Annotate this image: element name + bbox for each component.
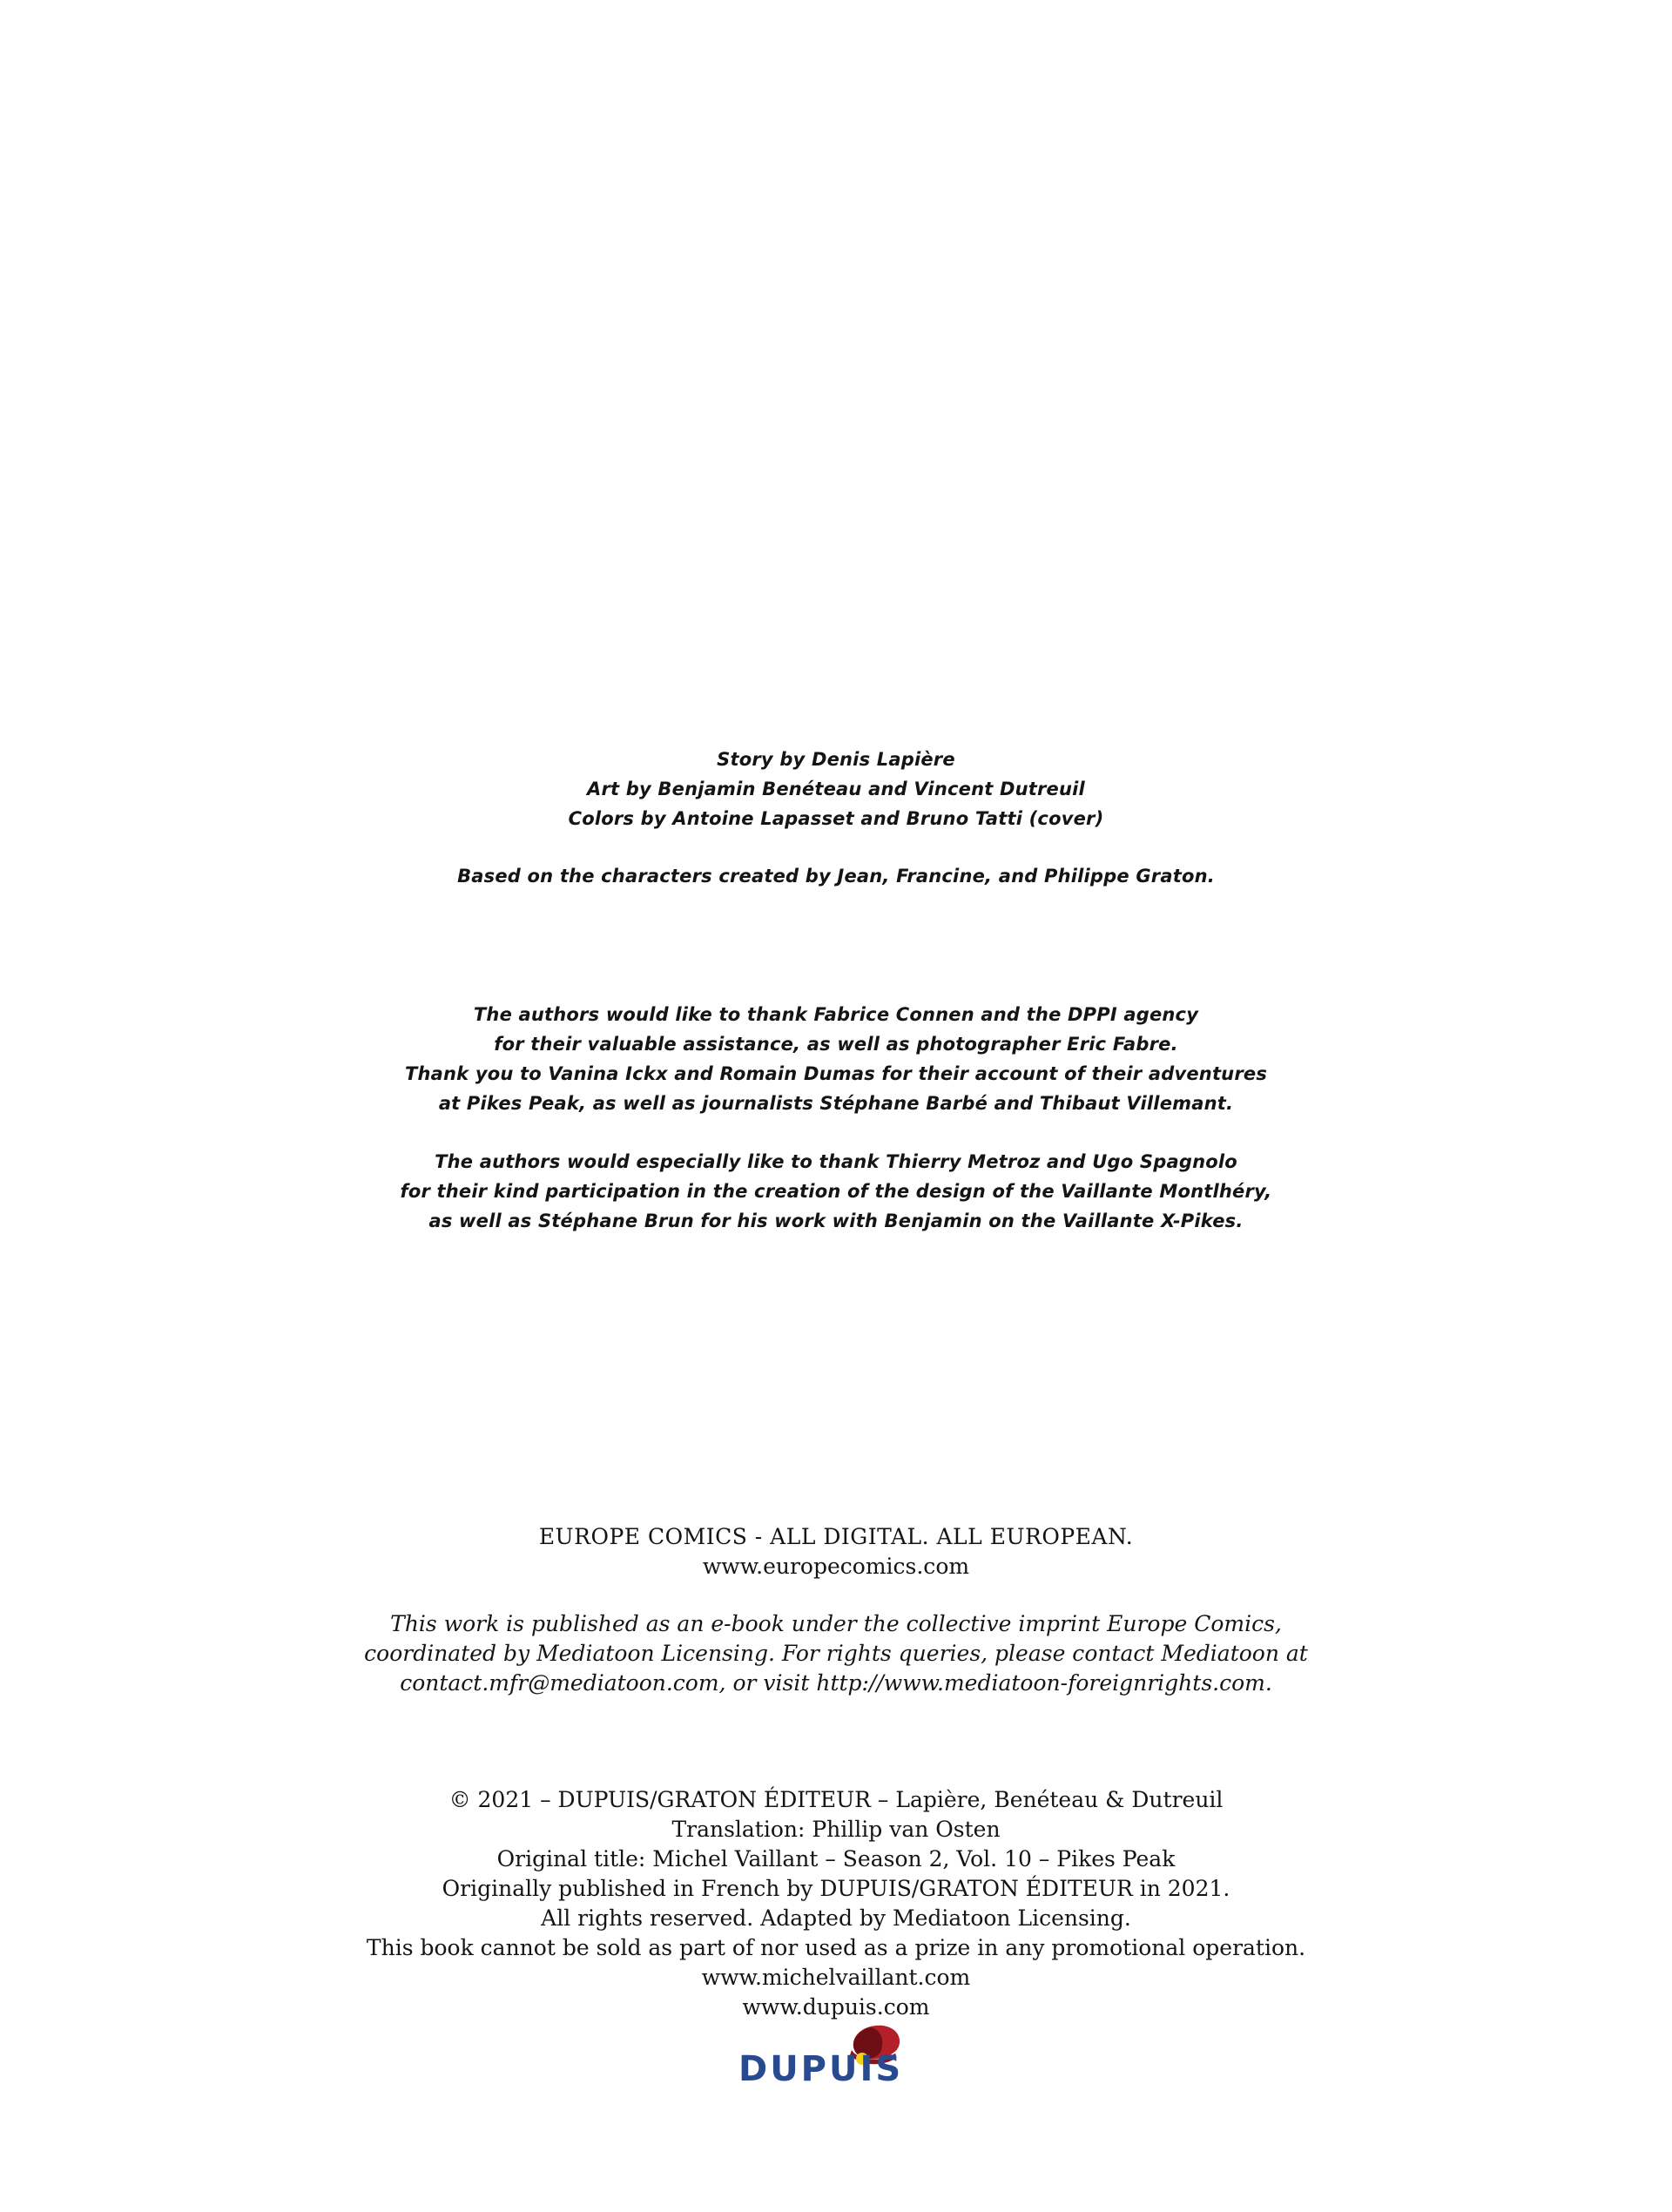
thanks-line: The authors would especially like to thank Thierry Metroz and Ugo Spagnolo (435, 1151, 1237, 1172)
michelvaillant-website: www.michelvaillant.com (701, 1965, 971, 1990)
based-on-text: Based on the characters created by Jean, Francine, and Philippe Graton. (457, 866, 1215, 887)
dupuis-logo-text: DUPUIS (738, 2049, 904, 2089)
based-on-note (0, 861, 1672, 891)
publisher-block (0, 1522, 1672, 1581)
publisher-website: www.europecomics.com (702, 1554, 970, 1579)
imprint-notice (0, 1609, 1672, 1698)
thanks-line: for their kind participation in the creation of the design of the Vaillante Montlhéry, (400, 1181, 1272, 1202)
thanks-line: for their valuable assistance, as well as photographer Eric Fabre. (494, 1034, 1178, 1055)
original-title-line: Original title: Michel Vaillant – Season 2, Vol. 10 – Pikes Peak (496, 1846, 1176, 1871)
dupuis-website: www.dupuis.com (742, 1994, 930, 2020)
imprint-line: coordinated by Mediatoon Licensing. For rights queries, please contact Mediatoon at (364, 1641, 1308, 1666)
copyright-block (0, 1785, 1672, 2022)
imprint-line: This work is published as an e-book under the collective imprint Europe Comics, (390, 1611, 1282, 1636)
copyright-line: © 2021 – DUPUIS/GRATON ÉDITEUR – Lapière, Benéteau & Dutreuil (448, 1787, 1224, 1812)
original-publication-line: Originally published in French by DUPUIS/GRATON ÉDITEUR in 2021. (442, 1876, 1230, 1901)
dupuis-logo (738, 2020, 939, 2090)
thanks-line: as well as Stéphane Brun for his work with Benjamin on the Vaillante X-Pikes. (428, 1211, 1244, 1231)
credit-art: Art by Benjamin Benéteau and Vincent Dutreuil (587, 779, 1085, 799)
publisher-tagline: EUROPE COMICS - ALL DIGITAL. ALL EUROPEAN. (538, 1524, 1134, 1549)
credit-colors: Colors by Antoine Lapasset and Bruno Tatti (cover) (568, 808, 1104, 829)
translation-line: Translation: Phillip van Osten (671, 1817, 1001, 1842)
thanks-paragraph-2 (0, 1147, 1672, 1236)
thanks-paragraph-1 (0, 1000, 1672, 1118)
thanks-line: Thank you to Vanina Ickx and Romain Dumas for their account of their adventures (404, 1063, 1268, 1084)
credits-block (0, 745, 1672, 833)
thanks-line: The authors would like to thank Fabrice Connen and the DPPI agency (473, 1004, 1199, 1025)
credit-story: Story by Denis Lapière (717, 749, 955, 770)
thanks-line: at Pikes Peak, as well as journalists Stéphane Barbé and Thibaut Villemant. (438, 1093, 1234, 1114)
sale-restriction-line: This book cannot be sold as part of nor used as a prize in any promotional operation. (366, 1935, 1306, 1960)
imprint-line: contact.mfr@mediatoon.com, or visit http://www.mediatoon-foreignrights.com. (400, 1670, 1272, 1696)
rights-line: All rights reserved. Adapted by Mediatoon Licensing. (541, 1905, 1131, 1931)
